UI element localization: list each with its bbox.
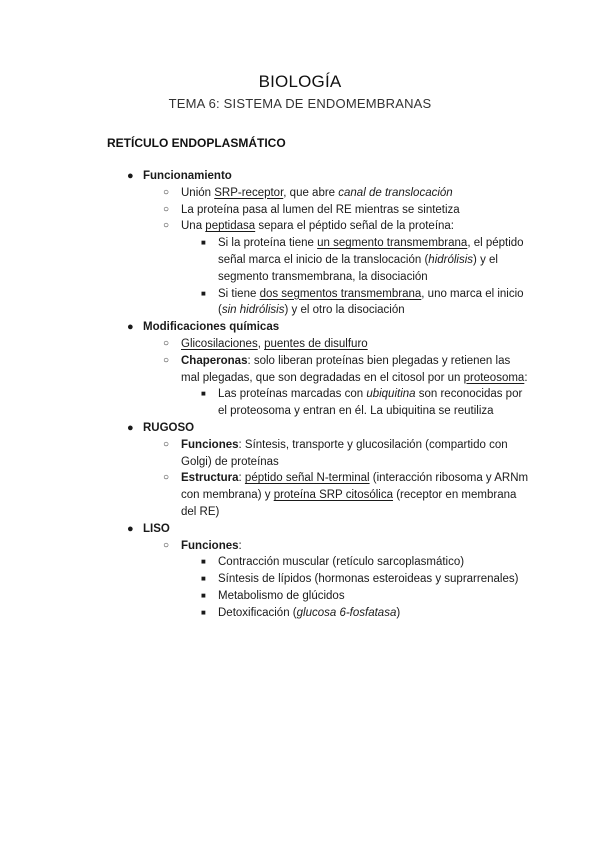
- list-item: ■ Síntesis de lípidos (hormonas esteroideas y suprarrenales): [0, 571, 600, 588]
- list-item: ○ Unión SRP-receptor, que abre canal de translocación: [0, 185, 600, 202]
- list-item: ○ La proteína pasa al lumen del RE mientras se sintetiza: [0, 202, 600, 219]
- list-item: ■ Metabolismo de glúcidos: [0, 588, 600, 605]
- list-item: ■ Contracción muscular (retículo sarcoplasmático): [0, 554, 600, 571]
- square-bullet-icon: ■: [201, 557, 206, 567]
- hollow-bullet-icon: ○: [163, 539, 170, 551]
- list-item-modificaciones: [0, 319, 600, 336]
- hollow-bullet-icon: ○: [163, 472, 170, 484]
- list-item: ■ Si tiene dos segmentos transmembrana, uno marca el inicio (sin hidrólisis) y el otro la disociación: [201, 287, 524, 317]
- bullet-icon: ●: [127, 421, 134, 434]
- link-peptidasa[interactable]: peptidasa: [205, 220, 256, 233]
- hollow-bullet-icon: ○: [163, 203, 170, 215]
- square-bullet-icon: ■: [201, 574, 206, 584]
- link-dos-segmentos[interactable]: dos segmentos transmembrana: [259, 287, 422, 300]
- link-un-segmento[interactable]: un segmento transmembrana: [317, 237, 468, 250]
- bullet-icon: ●: [127, 170, 134, 182]
- square-bullet-icon: ■: [201, 238, 206, 248]
- hollow-bullet-icon: ○: [163, 220, 170, 232]
- list-item: ○ Glicosilaciones, puentes de disulfuro: [0, 336, 600, 353]
- list-item-liso: [0, 521, 600, 538]
- link-proteina-srp[interactable]: proteína SRP citosólica: [273, 489, 394, 502]
- link-puentes-disulfuro[interactable]: puentes de disulfuro: [264, 337, 368, 350]
- list-item-funcionamiento: [0, 168, 600, 185]
- square-bullet-icon: ■: [201, 389, 206, 399]
- list-heading: RUGOSO: [143, 421, 195, 434]
- link-proteosoma[interactable]: proteosoma: [463, 371, 525, 384]
- hollow-bullet-icon: ○: [163, 354, 170, 366]
- square-bullet-icon: ■: [201, 590, 206, 600]
- list-item: ○ Funciones: Síntesis, transporte y glucosilación (compartido con Golgi) de proteínas: [163, 438, 508, 468]
- bullet-icon: ●: [127, 522, 134, 535]
- outline-list: [0, 168, 600, 622]
- list-item: ○ Chaperonas: solo liberan proteínas bien plegadas y retienen las mal plegadas, que son degradadas en el citosol por un proteosoma:: [163, 354, 528, 384]
- list-heading: Funcionamiento: [143, 170, 232, 182]
- hollow-bullet-icon: ○: [163, 438, 170, 450]
- link-peptido-senal[interactable]: péptido señal N-terminal: [244, 472, 370, 485]
- list-item: ■ Las proteínas marcadas con ubiquitina son reconocidas por el proteosoma y entran en él. La ubiquitina se reutiliza: [201, 388, 523, 418]
- list-item: ■ Si la proteína tiene un segmento transmembrana, el péptido señal marca el inicio de la translocación (hidrólisis) y el segmento transmembrana, la disociación: [201, 237, 524, 283]
- link-glicosilaciones[interactable]: Glicosilaciones: [181, 337, 258, 350]
- square-bullet-icon: ■: [201, 607, 206, 617]
- list-item: ○ Funciones:: [0, 538, 600, 555]
- list-item: ○ Estructura: péptido señal N-terminal (interacción ribosoma y ARNm con membrana) y proteína SRP citosólica (receptor en membrana del RE): [163, 472, 529, 518]
- document-subtitle: TEMA 6: SISTEMA DE ENDOMEMBRANAS: [168, 96, 432, 111]
- list-item: ○ Una peptidasa separa el péptido señal de la proteína:: [0, 218, 600, 235]
- list-heading: LISO: [143, 522, 170, 535]
- list-heading: Modificaciones químicas: [143, 321, 280, 334]
- list-item-rugoso: [0, 420, 600, 437]
- link-srp-receptor[interactable]: SRP-receptor: [214, 186, 284, 199]
- bullet-icon: ●: [127, 321, 134, 334]
- document-title: BIOLOGÍA: [258, 72, 342, 91]
- square-bullet-icon: ■: [201, 288, 206, 298]
- hollow-bullet-icon: ○: [163, 337, 170, 349]
- section-heading: RETÍCULO ENDOPLASMÁTICO: [107, 136, 286, 150]
- list-item: ■ Detoxificación (glucosa 6-fosfatasa): [0, 605, 600, 622]
- hollow-bullet-icon: ○: [163, 186, 170, 198]
